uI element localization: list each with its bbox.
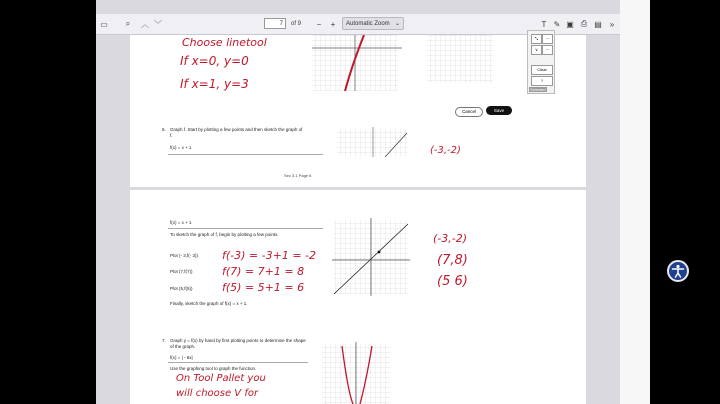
plot-instruction: Plot (5,f(5)) [170, 286, 193, 291]
left-margin [0, 0, 96, 404]
divider [168, 362, 308, 363]
function-text: f(x) = x + 1 [170, 145, 192, 150]
graph-grid-left [310, 35, 405, 93]
question-number: 7. [162, 338, 166, 343]
page-total: of 9 [290, 21, 301, 27]
sidebar-icon[interactable]: ▭ [100, 19, 108, 29]
divider [168, 154, 323, 155]
graph-grid-q7 [320, 342, 392, 404]
help-button[interactable]: ? [531, 76, 553, 86]
text-icon[interactable]: T [541, 19, 547, 29]
more-icon[interactable]: » [609, 19, 615, 29]
handwriting-point: (7,8) [437, 253, 468, 268]
handwriting-line: Choose linetool [182, 36, 267, 49]
search-icon[interactable]: ⌕ [125, 19, 131, 28]
handwriting-note: On Tool Pallet you [176, 373, 266, 384]
cancel-button[interactable]: Cancel [455, 107, 483, 117]
instruction-text: To sketch the graph of f, begin by plotting a few points. [170, 232, 279, 237]
pdf-viewer [96, 0, 620, 404]
graph-grid-q6-full [330, 218, 412, 298]
plot-instruction: Plot (- 3,f(- 3)) [170, 253, 199, 258]
zoom-in-button[interactable]: + [330, 19, 336, 29]
handwriting-line: If x=0, y=0 [180, 54, 249, 68]
handwriting-calc: f(7) = 7+1 = 8 [222, 265, 305, 278]
handwriting-point: (5 6) [437, 274, 468, 289]
prev-page-icon[interactable]: ︿ [141, 19, 149, 29]
instruction-text: Finally, sketch the graph of f(x) = x + 1. [170, 301, 248, 306]
question-number: 6. [162, 127, 166, 132]
zoom-out-button[interactable]: − [316, 19, 322, 29]
pdf-page-6 [130, 35, 586, 187]
question-text: of the graph. [170, 344, 196, 349]
draw-icon[interactable]: ✎ [553, 19, 561, 29]
save-icon[interactable]: ▤ [594, 19, 602, 29]
tool-button[interactable]: ⤡ [531, 34, 542, 44]
tool-button[interactable]: ∨ [531, 45, 542, 55]
pdf-page-7 [130, 190, 586, 404]
plot-instruction: Plot (7,f(7)) [170, 269, 193, 274]
function-text: f(x) = x + 1 [170, 220, 192, 225]
zoom-label: Automatic Zoom [346, 21, 390, 27]
handwriting-calc: f(5) = 5+1 = 6 [222, 281, 305, 294]
question-text: f. [170, 133, 173, 138]
accessibility-icon[interactable] [667, 260, 689, 282]
text-underline [168, 212, 278, 214]
right-gutter [620, 0, 650, 404]
next-page-icon[interactable]: ﹀ [154, 19, 162, 29]
handwriting-point: (-3,-2) [430, 145, 461, 156]
page-number-input[interactable]: 7 [264, 18, 286, 29]
function-text: f(x) = | - 6x| [170, 355, 193, 360]
zoom-select[interactable] [342, 17, 404, 30]
graph-grid-q6 [335, 127, 410, 157]
save-button[interactable]: Save [486, 106, 512, 115]
instruction-text: Use the graphing tool to graph the function. [170, 366, 257, 371]
graph-grid-right [425, 35, 497, 87]
print-icon[interactable]: ⎙ [580, 19, 588, 28]
tool-button[interactable]: ⋯ [542, 45, 553, 55]
selected-label: Selected [530, 87, 546, 92]
question-text: Graph y = f(x) by hand by first plotting points to determine the shape [170, 338, 306, 343]
tool-button[interactable]: ⋯ [542, 34, 553, 44]
handwriting-note: will choose V for [176, 388, 259, 399]
handwriting-line: If x=1, y=3 [180, 77, 249, 91]
handwriting-point: (-3,-2) [433, 232, 468, 245]
divider [168, 228, 323, 229]
image-icon[interactable]: ▣ [566, 19, 574, 29]
chevron-down-icon: ⌄ [394, 21, 400, 27]
clear-button[interactable]: Clear [531, 65, 553, 75]
handwriting-calc: f(-3) = -3+1 = -2 [222, 249, 316, 262]
page-footer: Sec 3.1 Page 6 [284, 173, 312, 178]
tool-palette [527, 30, 555, 94]
question-text: Graph f. Start by plotting a few points and then sketch the graph of [170, 127, 303, 132]
